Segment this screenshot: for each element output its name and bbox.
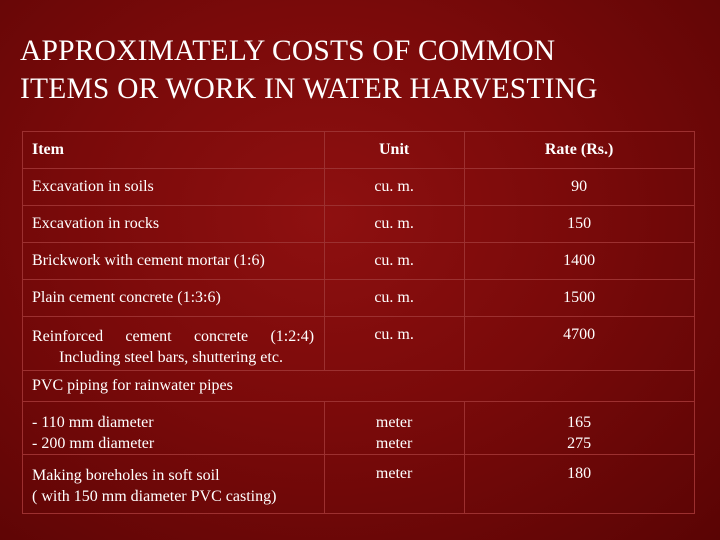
header-unit: Unit bbox=[325, 132, 465, 169]
title-line-2: ITEMS OR WORK IN WATER HARVESTING bbox=[20, 73, 598, 105]
cell-rate: 1500 bbox=[465, 280, 695, 317]
cell-unit: cu. m. bbox=[325, 317, 465, 371]
cell-rate-line-2: 275 bbox=[567, 435, 592, 452]
title-line-1: APPROXIMATELY COSTS OF COMMON bbox=[20, 35, 556, 67]
cell-rate: 90 bbox=[465, 169, 695, 206]
cell-unit: meter bbox=[325, 455, 465, 514]
cell-item-line-2: ( with 150 mm diameter PVC casting) bbox=[32, 488, 277, 505]
cell-item: Brickwork with cement mortar (1:6) bbox=[23, 243, 325, 280]
cell-rate: 1400 bbox=[465, 243, 695, 280]
table-row bbox=[23, 402, 695, 455]
cell-unit bbox=[325, 402, 465, 455]
cell-unit: cu. m. bbox=[325, 280, 465, 317]
section-label: PVC piping for rainwater pipes bbox=[23, 371, 695, 402]
table-row bbox=[23, 206, 695, 243]
cell-item: Plain cement concrete (1:3:6) bbox=[23, 280, 325, 317]
cell-item-line-1: - 110 mm diameter bbox=[32, 414, 154, 431]
table-section-row bbox=[23, 371, 695, 402]
cell-item-line-2: - 200 mm diameter bbox=[32, 435, 155, 452]
cell-item bbox=[23, 455, 325, 514]
cell-item bbox=[23, 317, 325, 371]
cell-rate: 150 bbox=[465, 206, 695, 243]
cell-item: Excavation in rocks bbox=[23, 206, 325, 243]
cell-item bbox=[23, 402, 325, 455]
cell-rate bbox=[465, 402, 695, 455]
cell-unit-line-1: meter bbox=[375, 414, 413, 431]
header-item: Item bbox=[23, 132, 325, 169]
cell-unit-line-2: meter bbox=[375, 435, 413, 452]
cell-rate: 180 bbox=[465, 455, 695, 514]
cell-item-line-1: Reinforced cement concrete (1:2:4) bbox=[32, 328, 315, 345]
table-row bbox=[23, 243, 695, 280]
cell-rate: 4700 bbox=[465, 317, 695, 371]
table-row bbox=[23, 455, 695, 514]
header-rate: Rate (Rs.) bbox=[465, 132, 695, 169]
cell-item-line-1: Making boreholes in soft soil bbox=[32, 467, 220, 484]
table-header-row bbox=[23, 132, 695, 169]
page-title bbox=[20, 32, 710, 108]
table-row bbox=[23, 280, 695, 317]
cell-item: Excavation in soils bbox=[23, 169, 325, 206]
cell-unit: cu. m. bbox=[325, 169, 465, 206]
cell-item-line-2: Including steel bars, shuttering etc. bbox=[59, 349, 283, 366]
cell-unit: cu. m. bbox=[325, 206, 465, 243]
cost-table bbox=[22, 131, 695, 514]
cell-rate-line-1: 165 bbox=[567, 414, 592, 431]
cell-unit: cu. m. bbox=[325, 243, 465, 280]
table-row bbox=[23, 169, 695, 206]
table-row bbox=[23, 317, 695, 371]
